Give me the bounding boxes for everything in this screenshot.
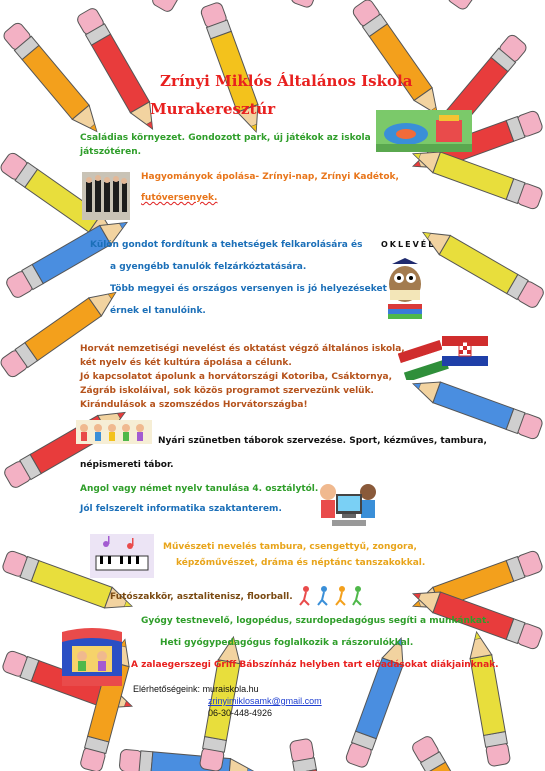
pencil-icon (119, 749, 255, 771)
computer-kids-image (316, 478, 380, 536)
text-language: Angol vagy német nyelv tanulása 4. osztálytól. (80, 484, 319, 494)
text-talent-2: a gyengébb tanulók felzárkóztatására. (110, 262, 307, 272)
pencil-icon (418, 223, 545, 310)
diploma-label: OKLEVÉL (381, 240, 436, 249)
text-family-2: játszótéren. (80, 147, 142, 157)
playground-image (376, 110, 472, 152)
text-therapy: Gyógy testnevelő, logopédus, szurdopedagógus segíti a munkánkat. (141, 616, 490, 626)
pencil-icon (289, 738, 334, 771)
text-it: Jól felszerelt informatika szaktanterem. (80, 504, 282, 514)
cadets-photo (82, 172, 130, 220)
text-family: Családias környezet. Gondozott park, új játékok az iskola (80, 133, 371, 143)
flags-image (398, 332, 490, 380)
text-sports: Futószakkör, asztalitenisz, floorball. (110, 592, 293, 602)
text-talent-4: érnek el tanulóink. (110, 306, 206, 316)
contact-block (133, 684, 259, 694)
text-croatian-3: Jó kapcsolatot ápolunk a horvátországi Kotoriba, Csáktornya, (80, 372, 393, 382)
pencil-icon (409, 373, 543, 440)
text-talent-1: Külön gondot fordítunk a tehetségek felkarolására és (90, 240, 363, 250)
text-croatian-4: Zágráb iskoláival, sok közös programot szervezünk velük. (80, 386, 374, 396)
pencil-icon (466, 630, 511, 767)
pencil-icon (345, 634, 412, 768)
contact-phone: 06-30-448-4926 (208, 708, 273, 718)
text-croatian-5: Kirándulások a szomszédos Horvátországba! (80, 400, 308, 410)
summer-camp-image (76, 420, 152, 444)
pencil-icon (351, 0, 446, 121)
text-tradition-2: futóversenyek. (141, 193, 218, 203)
text-croatian-2: két nyelv és két kultúra ápolása a célunk. (80, 358, 292, 368)
contact-label: Elérhetőségeink: (133, 684, 201, 694)
contact-website: muraiskola.hu (202, 684, 259, 694)
school-location: Murakeresztúr (150, 100, 276, 118)
text-camps-1: Nyári szünetben táborok szervezése. Sport, kézműves, tambura, (158, 436, 487, 446)
pencil-icon (3, 403, 131, 490)
contact-email-link[interactable]: zrinyimiklosamk@gmail.com (208, 696, 322, 706)
pencil-icon (446, 0, 541, 11)
text-camps-2: népismereti tábor. (80, 460, 174, 470)
text-theatre: A zalaegerszegi Griff Bábszínház helyben tart előadásokat diákjainknak. (131, 660, 499, 670)
school-title: Zrínyi Miklós Általános Iskola (160, 72, 413, 90)
runners-image (298, 584, 364, 606)
pencil-icon (290, 0, 357, 9)
puppet-theatre-image (58, 628, 126, 688)
text-arts-2: képzőművészet, dráma és néptánc tanszakokkal. (176, 558, 426, 568)
owl-diploma-image (380, 256, 430, 322)
text-therapy-2: Heti gyógypedagógus foglalkozik a rászorulókkal. (160, 638, 414, 648)
text-arts-1: Művészeti nevelés tambura, csengettyű, zongora, (163, 542, 417, 552)
text-tradition: Hagyományok ápolása- Zrínyi-nap, Zrínyi Kadétok, (141, 172, 399, 182)
music-image (90, 534, 154, 578)
text-talent-3: Több megyei és országos versenyen is jó helyezéseket (110, 284, 387, 294)
text-croatian-1: Horvát nemzetiségi nevelést és oktatást végző általános iskola, (80, 344, 405, 354)
